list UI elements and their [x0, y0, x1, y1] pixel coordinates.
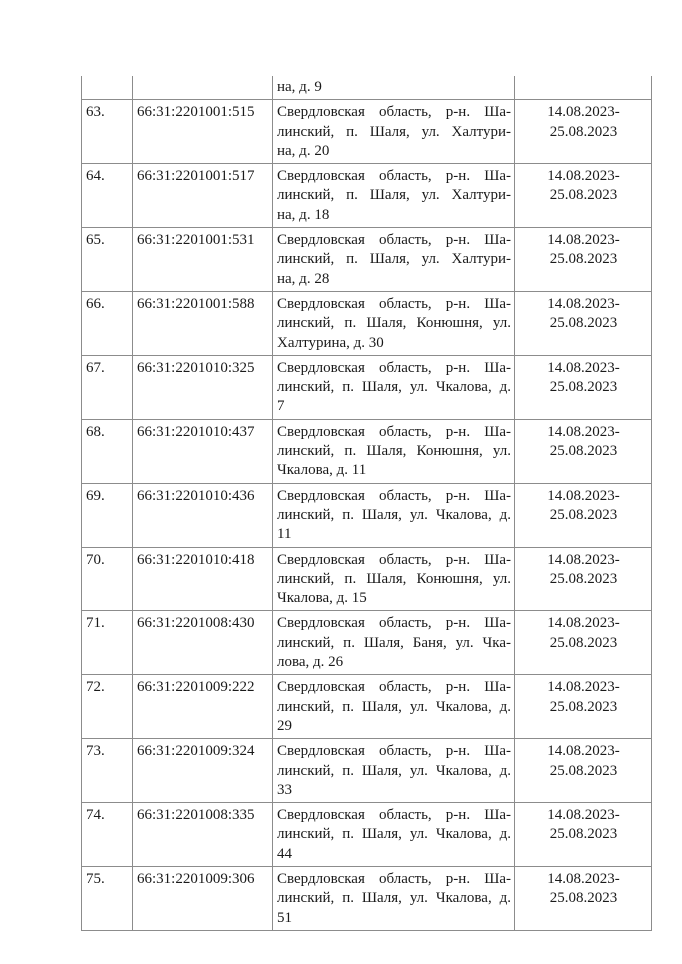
period-start: 14.08.2023- — [547, 615, 620, 632]
table-row — [82, 866, 652, 930]
period-start: 14.08.2023- — [547, 423, 620, 440]
address-line: Свердловская область, р-н. Ша- — [277, 870, 511, 887]
period-start: 14.08.2023- — [547, 359, 620, 376]
cadastral-number-cell: 66:31:2201008:335 — [133, 803, 273, 867]
period-end: 25.08.2023 — [549, 762, 618, 779]
table-row — [82, 164, 652, 228]
period-cell — [515, 483, 652, 547]
table-row — [82, 100, 652, 164]
cadastral-number-cell: 66:31:2201010:325 — [133, 355, 273, 419]
address-line: на, д. 9 — [277, 79, 322, 95]
period-end: 25.08.2023 — [549, 187, 618, 204]
period-cell — [515, 866, 652, 930]
address-line: линский, п. Шаля, ул. Халтури- — [277, 251, 511, 268]
address-line: Чкалова, д. 15 — [277, 590, 367, 607]
cadastral-number-cell: 66:31:2201009:222 — [133, 675, 273, 739]
period-start: 14.08.2023- — [547, 168, 620, 185]
period-cell — [515, 76, 652, 100]
period-end: 25.08.2023 — [549, 443, 618, 460]
address-cell — [273, 803, 515, 867]
row-number-cell: 63. — [82, 100, 133, 164]
cadastral-number-cell: 66:31:2201001:515 — [133, 100, 273, 164]
table-row — [82, 547, 652, 611]
cadastral-number-cell: 66:31:2201010:418 — [133, 547, 273, 611]
address-line: Свердловская область, р-н. Ша- — [277, 487, 511, 504]
period-cell — [515, 419, 652, 483]
period-start: 14.08.2023- — [547, 295, 620, 312]
row-number-cell: 65. — [82, 228, 133, 292]
period-start: 14.08.2023- — [547, 870, 620, 887]
period-start: 14.08.2023- — [547, 679, 620, 696]
address-line: Свердловская область, р-н. Ша- — [277, 168, 511, 185]
table-row — [82, 739, 652, 803]
address-line: линский, п. Шаля, ул. Чкалова, д. — [277, 698, 511, 715]
address-line: линский, п. Шаля, ул. Чкалова, д. — [277, 379, 511, 396]
period-end: 25.08.2023 — [549, 251, 618, 268]
property-table-body — [82, 76, 652, 930]
period-cell — [515, 100, 652, 164]
address-line: линский, п. Шаля, ул. Чкалова, д. — [277, 890, 511, 907]
period-cell — [515, 355, 652, 419]
property-table — [81, 76, 652, 931]
cadastral-number-cell: 66:31:2201010:437 — [133, 419, 273, 483]
address-line: линский, п. Шаля, Конюшня, ул. — [277, 315, 511, 332]
cadastral-number-cell — [133, 76, 273, 100]
period-cell — [515, 164, 652, 228]
address-line: 33 — [277, 781, 292, 798]
period-cell — [515, 228, 652, 292]
row-number-cell: 69. — [82, 483, 133, 547]
address-cell — [273, 355, 515, 419]
address-line: лова, д. 26 — [277, 654, 344, 671]
row-number-cell: 64. — [82, 164, 133, 228]
address-cell — [273, 291, 515, 355]
address-cell — [273, 164, 515, 228]
period-end: 25.08.2023 — [549, 315, 618, 332]
address-line: 44 — [277, 845, 292, 862]
table-row — [82, 419, 652, 483]
address-cell — [273, 228, 515, 292]
table-row — [82, 228, 652, 292]
period-end: 25.08.2023 — [549, 634, 618, 651]
address-line: Свердловская область, р-н. Ша- — [277, 551, 511, 568]
period-end: 25.08.2023 — [549, 379, 618, 396]
address-line: линский, п. Шаля, ул. Чкалова, д. — [277, 826, 511, 843]
address-line: Халтурина, д. 30 — [277, 334, 384, 351]
address-line: Свердловская область, р-н. Ша- — [277, 423, 511, 440]
address-line: Свердловская область, р-н. Ша- — [277, 679, 511, 696]
address-line: Свердловская область, р-н. Ша- — [277, 807, 511, 824]
period-end: 25.08.2023 — [549, 123, 618, 140]
table-row — [82, 291, 652, 355]
cadastral-number-cell: 66:31:2201009:324 — [133, 739, 273, 803]
address-cell — [273, 675, 515, 739]
address-cell — [273, 483, 515, 547]
period-cell — [515, 739, 652, 803]
address-line: Свердловская область, р-н. Ша- — [277, 104, 511, 121]
address-line: линский, п. Шаля, ул. Халтури- — [277, 123, 511, 140]
address-cell — [273, 76, 515, 100]
address-cell — [273, 866, 515, 930]
address-line: на, д. 18 — [277, 206, 330, 223]
period-end: 25.08.2023 — [549, 826, 618, 843]
period-start: 14.08.2023- — [547, 232, 620, 249]
period-cell — [515, 675, 652, 739]
period-end: 25.08.2023 — [549, 570, 618, 587]
address-line: Чкалова, д. 11 — [277, 462, 367, 479]
address-line: линский, п. Шаля, Конюшня, ул. — [277, 443, 511, 460]
row-number-cell: 67. — [82, 355, 133, 419]
cadastral-number-cell: 66:31:2201009:306 — [133, 866, 273, 930]
address-line: Свердловская область, р-н. Ша- — [277, 295, 511, 312]
address-line: 7 — [277, 398, 285, 415]
row-number-cell: 70. — [82, 547, 133, 611]
address-cell — [273, 100, 515, 164]
cadastral-number-cell: 66:31:2201008:430 — [133, 611, 273, 675]
period-start: 14.08.2023- — [547, 551, 620, 568]
period-start: 14.08.2023- — [547, 807, 620, 824]
address-cell — [273, 419, 515, 483]
address-line: 11 — [277, 526, 292, 543]
address-line: на, д. 28 — [277, 270, 330, 287]
address-cell — [273, 547, 515, 611]
period-end: 25.08.2023 — [549, 506, 618, 523]
period-cell — [515, 291, 652, 355]
row-number-cell: 72. — [82, 675, 133, 739]
address-line: Свердловская область, р-н. Ша- — [277, 359, 511, 376]
address-line: линский, п. Шаля, Конюшня, ул. — [277, 570, 511, 587]
row-number-cell: 75. — [82, 866, 133, 930]
period-end: 25.08.2023 — [549, 890, 618, 907]
row-number-cell: 73. — [82, 739, 133, 803]
address-line: Свердловская область, р-н. Ша- — [277, 232, 511, 249]
address-line: Свердловская область, р-н. Ша- — [277, 615, 511, 632]
row-number-cell: 66. — [82, 291, 133, 355]
address-line: линский, п. Шаля, Баня, ул. Чка- — [277, 634, 511, 651]
address-line: 29 — [277, 717, 292, 734]
period-end: 25.08.2023 — [549, 698, 618, 715]
table-row-continuation — [82, 76, 652, 100]
table-row — [82, 675, 652, 739]
table-row — [82, 803, 652, 867]
row-number-cell — [82, 76, 133, 100]
table-row — [82, 483, 652, 547]
period-start: 14.08.2023- — [547, 104, 620, 121]
address-line: линский, п. Шаля, ул. Халтури- — [277, 187, 511, 204]
address-line: Свердловская область, р-н. Ша- — [277, 743, 511, 760]
period-cell — [515, 803, 652, 867]
address-line: линский, п. Шаля, ул. Чкалова, д. — [277, 762, 511, 779]
row-number-cell: 68. — [82, 419, 133, 483]
row-number-cell: 74. — [82, 803, 133, 867]
address-line: 51 — [277, 909, 292, 926]
address-cell — [273, 611, 515, 675]
table-row — [82, 355, 652, 419]
cadastral-number-cell: 66:31:2201001:517 — [133, 164, 273, 228]
address-line: на, д. 20 — [277, 142, 330, 159]
period-cell — [515, 547, 652, 611]
period-start: 14.08.2023- — [547, 487, 620, 504]
cadastral-number-cell: 66:31:2201010:436 — [133, 483, 273, 547]
cadastral-number-cell: 66:31:2201001:531 — [133, 228, 273, 292]
table-row — [82, 611, 652, 675]
cadastral-number-cell: 66:31:2201001:588 — [133, 291, 273, 355]
row-number-cell: 71. — [82, 611, 133, 675]
period-cell — [515, 611, 652, 675]
address-cell — [273, 739, 515, 803]
address-line: линский, п. Шаля, ул. Чкалова, д. — [277, 506, 511, 523]
period-start: 14.08.2023- — [547, 743, 620, 760]
